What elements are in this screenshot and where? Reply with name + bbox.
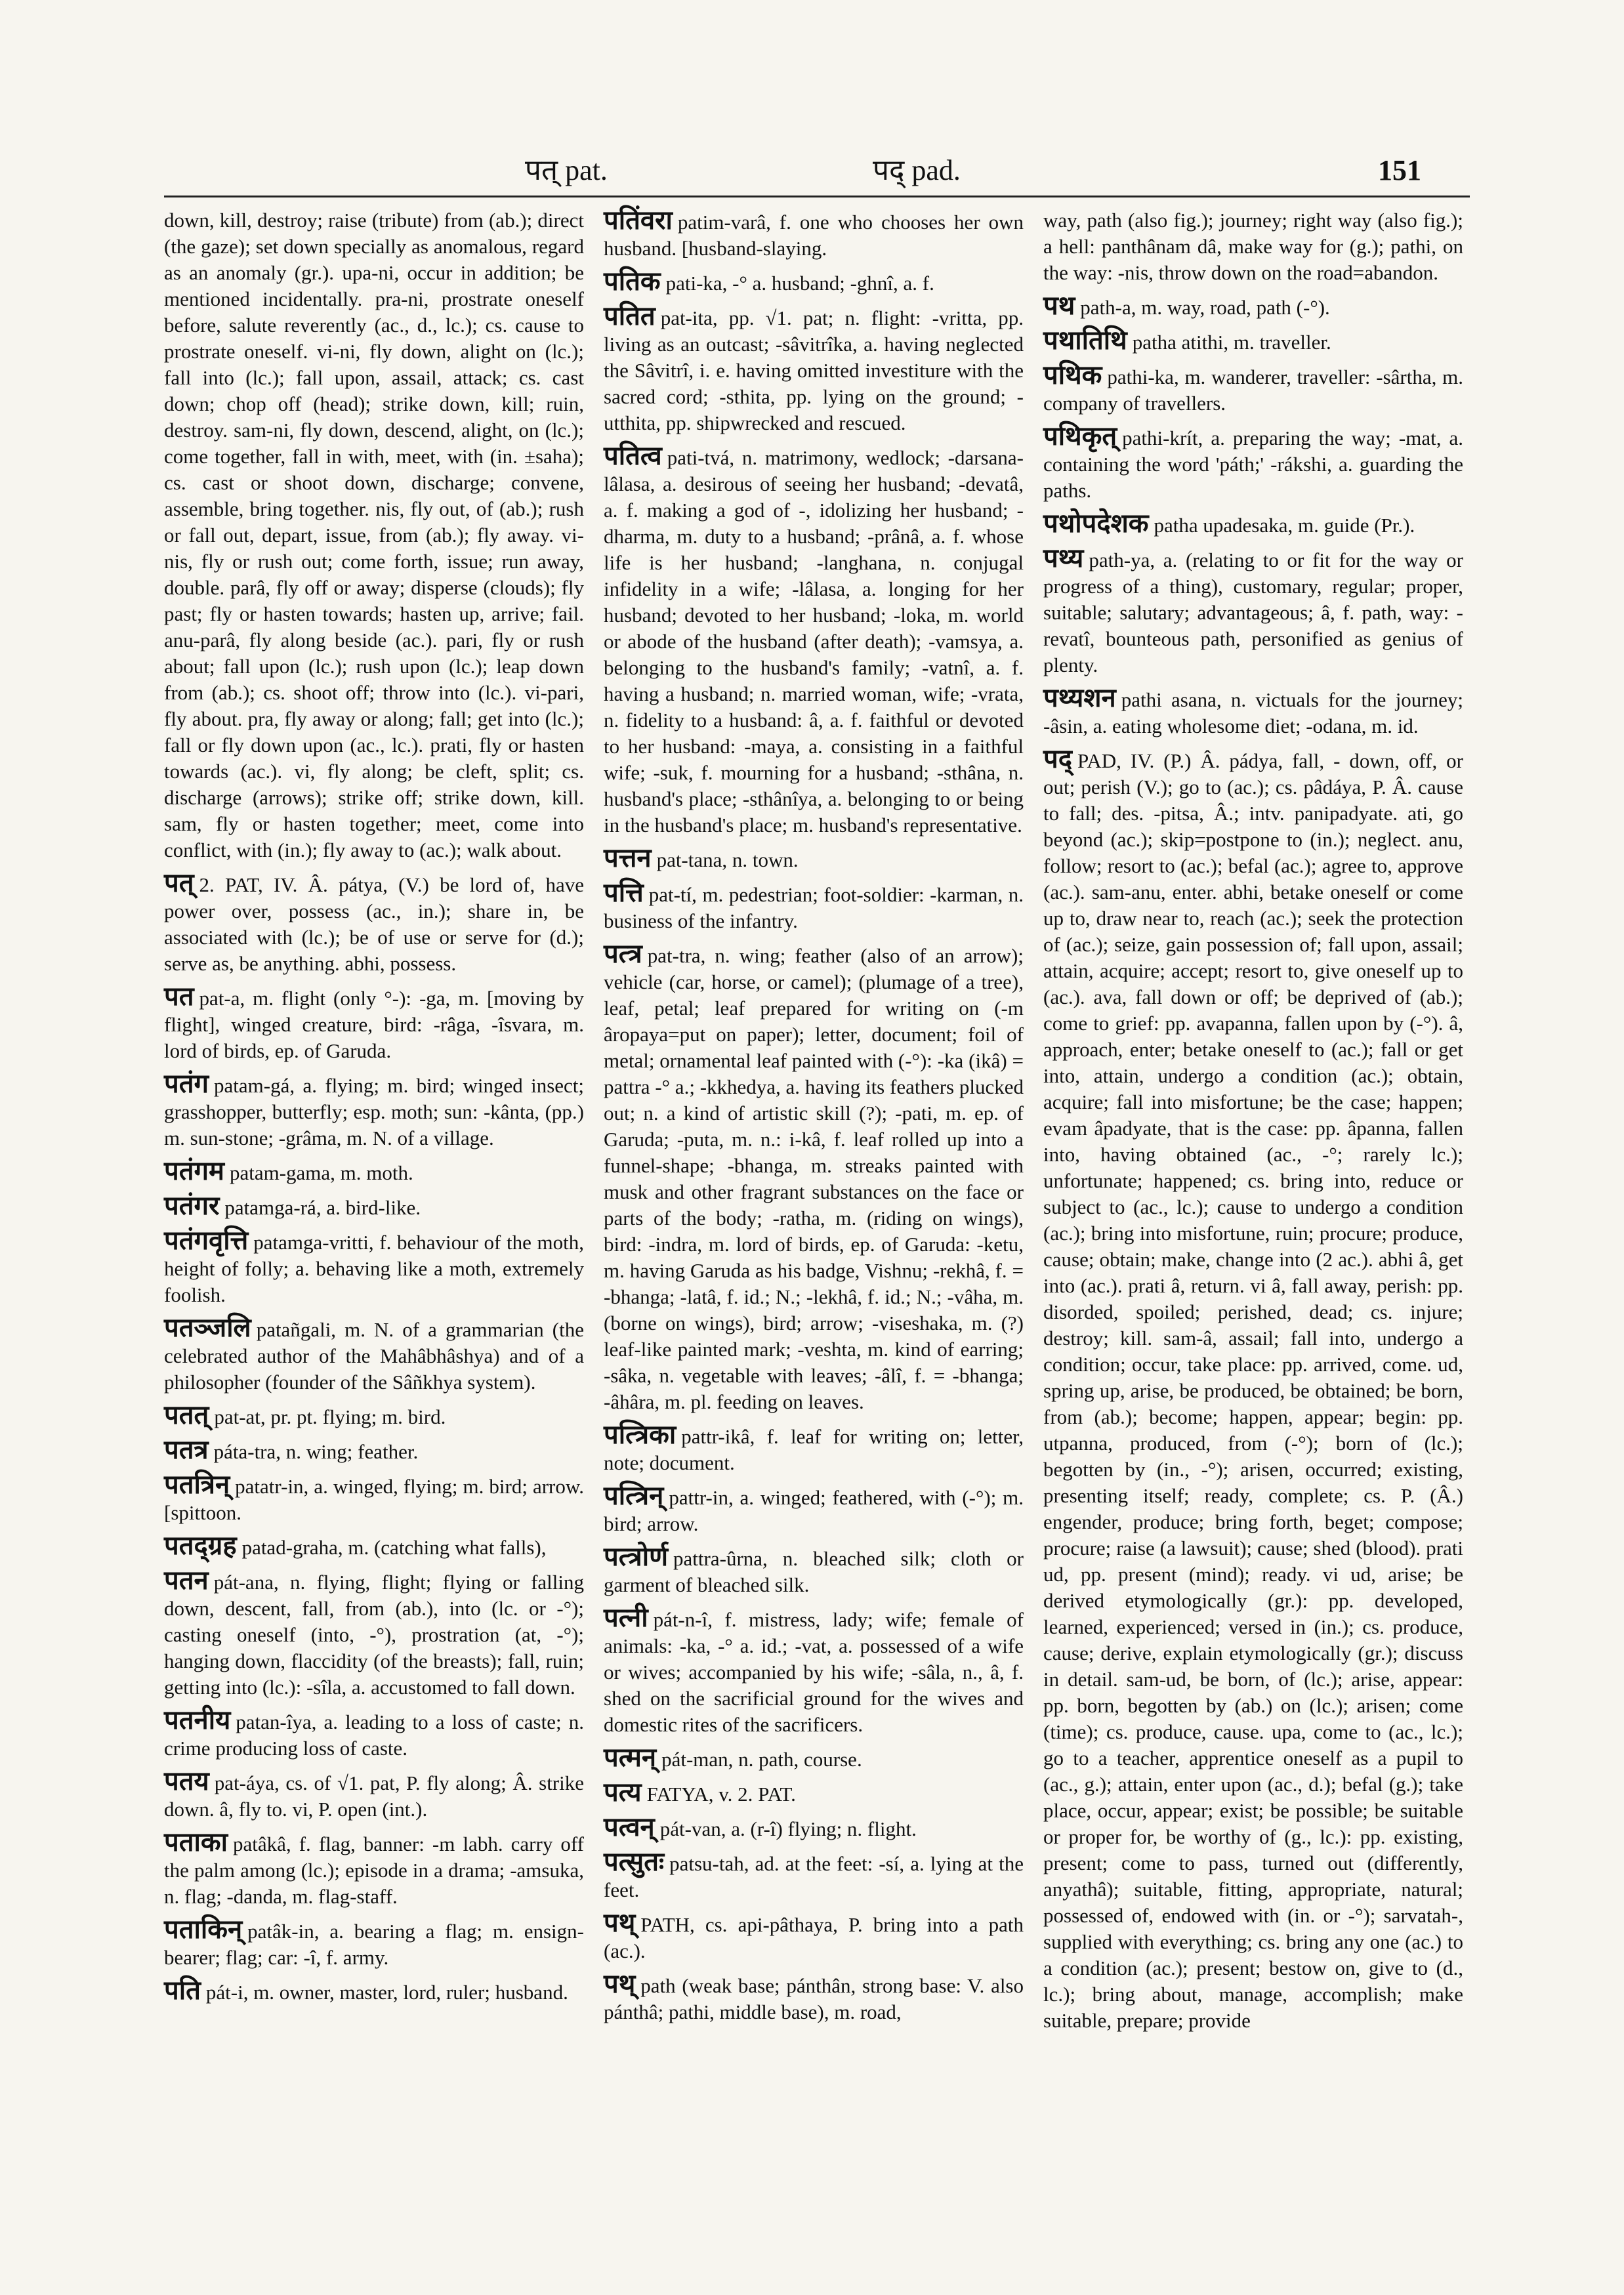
- entry-text: pati-tvá, n. matrimony, wedlock; -darsana-lâlasa, a. desirous of seeing her husband; -devatâ, a. f. making a god of -, idolizing her husband; -dharma, m. duty to a husband; -prânâ, a. f. whose life is her husband; -langhana, n. conjugal infidelity in a wife; -lâlasa, a. longing for her husband; devoted to her husband; -loka, m. world or abode of the husband (after death); -vamsya, a. belonging to the husband's family; -vatnî, a. f. having a husband; n. married woman, wife; -vrata, n. fidelity to a husband: â, a. f. faithful or devoted to her husband: -maya, a. consisting in a faithful wife; -suk, f. mourning for a husband; -sthâna, n. husband's place; -sthânîya, a. belonging to or being in the husband's place; m. husband's representative.: [604, 446, 1024, 837]
- dictionary-entry: [164, 207, 584, 863]
- dictionary-entry: [1043, 423, 1463, 504]
- dictionary-entry: [604, 443, 1024, 838]
- dictionary-entry: [604, 845, 1024, 873]
- dictionary-entry: [1043, 293, 1463, 321]
- entry-text: pattr-ikâ, f. leaf for writing on; letter, note; document.: [604, 1425, 1024, 1474]
- entry-headword: पताकिन्: [164, 1914, 243, 1945]
- dictionary-entry: [604, 268, 1024, 297]
- entry-text: PATH, cs. api-pâthaya, P. bring into a path (ac.).: [604, 1913, 1024, 1962]
- entry-headword: पत्त्रोर्ण: [604, 1542, 669, 1572]
- entry-text: PAD, IV. (P.) Â. pádya, fall, - down, off, or out; perish (V.); go to (ac.); cs. pâdáya, P. Â. cause to fall; des. -pitsa, Â.; intv. panipadyate. ati, go beyond (ac.); skip=postpone to (in.); neglect. anu, follow; resort to (ac.); befal (ac.); agree to, approve (ac.). sam-anu, enter. abhi, betake oneself or come up to, draw near to, reach (ac.); seek the protection of (ac.); seize, gain possession of; fall upon, assail; attain, acquire; accept; resort to, give oneself up to (ac.). ava, fall down or off; be deprived of (ab.); come to grief: pp. avapanna, fallen upon by (-°). â, approach, enter; betake oneself to (ac.); fall or get into, attain, undergo a condition (ac.); obtain, acquire; fall into misfortune; be the case; happen; evam âpadyate, that is the case: pp. âpanna, fallen into, having obtained (ac., -°; rarely lc.); unfortunate; happened; cs. bring into, reduce or subject to (ac., lc.); cause to undergo a condition (ac.); bring into misfortune, ruin; procure; produce, cause; obtain; make, change into (2 ac.). abhi â, get into (ac.). prati â, return. vi â, fall away, perish: pp. disorded, spoiled; perished, dead; cs. injure; destroy; kill. sam-â, assail; fall into, undergo a condition; occur, take place: pp. arrived, come. ud, spring up, arise, be produced, be obtained; be born, from (ab.); become; happen, appear; begin: pp. utpanna, produced, from (-°); born of (lc.); begotten by (in., -°); arisen, occurred; existing, presenting itself; ready, complete; cs. P. (Â.) engender, produce; bring forth, beget; compose; procure; raise (a lawsuit); cause; shed (blood). prati ud, pp. present (mind); ready. vi ud, arise; be derived etymologically (gr.): pp. developed, learned, experienced; versed in (in.); cs. produce, cause; derive, explain etymologically (gr.); discuss in detail. sam-ud, be born, of (lc.); arise, appear: pp. born, begotten by (ab.) on (lc.); arisen; come (time); cs. produce, cause. upa, come to (ac., lc.); go to a teacher, apprentice oneself as a pupil to (ac., g.); attain, enter upon (ac., d.); befal (g.); take place, occur, appear; exist; be possible; be suitable or proper for, be worthy of (g., lc.): pp. existing, present; come to pass, turned out (differently, anyathâ); suitable, fitting, appropriate, natural; possessed of, endowed with (in. or -°); sarvatah-, supplied with everything; cs. bring any one (ac.) to a condition (ac.); present; bestow on, give to (d., lc.); bring about, manage, accomplish; make suitable, prepare; provide: [1043, 749, 1463, 2032]
- entry-text: pát-man, n. path, course.: [661, 1748, 862, 1771]
- entry-headword: पतनीय: [164, 1705, 231, 1735]
- entry-headword: पत्य: [604, 1777, 642, 1808]
- entry-text: path (weak base; pánthân, strong base: V. also pánthâ; pathi, middle base), m. road,: [604, 1974, 1024, 2023]
- dictionary-entry: [164, 870, 584, 977]
- header-rule: [164, 196, 1470, 197]
- dictionary-entry: [164, 1533, 584, 1561]
- dictionary-entry: [604, 1605, 1024, 1738]
- entry-text: pathi asana, n. victuals for the journey; -âsin, a. eating wholesome diet; -odana, m. id.: [1043, 688, 1463, 737]
- entry-headword: पद्: [1043, 744, 1072, 774]
- entry-headword: पत्तन: [604, 843, 652, 873]
- entry-headword: पतंग: [164, 1069, 209, 1099]
- dictionary-entry: [164, 1707, 584, 1762]
- entry-headword: पतिंवरा: [604, 205, 673, 236]
- entry-headword: पत्मन्: [604, 1743, 657, 1773]
- entry-headword: पतंगम: [164, 1156, 224, 1186]
- dictionary-entry: [604, 1544, 1024, 1598]
- entry-text: patam-gama, m. moth.: [229, 1161, 413, 1184]
- entry-headword: पथ: [1043, 291, 1075, 321]
- entry-text: patatr-in, a. winged, flying; m. bird; arrow. [spittoon.: [164, 1475, 584, 1524]
- entry-headword: पतञ्जलि: [164, 1313, 251, 1343]
- entry-text: pat-ita, pp. √1. pat; n. flight: -vritta, pp. living as an outcast; -sâvitrîka, a. having neglected the Sâvitrî, i. e. having omitted investiture with the sacred cord; -sthita, pp. lying on the ground; -utthita, pp. shipwrecked and rescued.: [604, 306, 1024, 434]
- entry-headword: पतद्ग्रह: [164, 1531, 237, 1561]
- entry-headword: पतंगर: [164, 1191, 220, 1221]
- dictionary-entry: [604, 1422, 1024, 1476]
- dictionary-entry: [164, 1829, 584, 1910]
- entry-text: patâk-in, a. bearing a flag; m. ensign-bearer; flag; car: -î, f. army.: [164, 1920, 584, 1969]
- entry-text: way, path (also fig.); journey; right way (also fig.); a hell: panthânam dâ, make way for (g.); pathi, on the way: -nis, throw down on the road=abandon.: [1043, 209, 1463, 284]
- dictionary-entry: [164, 1437, 584, 1465]
- dictionary-entry: [164, 1402, 584, 1430]
- entry-text: pat-tra, n. wing; feather (also of an arrow); vehicle (car, horse, or camel); (plumage of a tree), leaf, petal; leaf prepared for writing on (-m âropaya=put on paper); letter, document; foil of metal; ornamental leaf painted with (-°): -ka (ikâ) = pattra -° a.; -kkhedya, a. having its feathers plucked out; n. a kind of artistic skill (?); -pati, m. ep. of Garuda; -puta, m. n.: i-kâ, f. leaf rolled up into a funnel-shape; -bhanga, m. streaks painted with musk and other fragrant substances on the face or parts of the body; -ratha, m. (riding on wings), bird: -indra, m. lord of birds, ep. of Garuda: -ketu, m. having Garuda as his badge, Vishnu; -rekhâ, f. = -bhanga; -latâ, f. id.; N.; -lekhâ, f. id.; N.; -vâha, m. (borne on wings), bird; arrow; -viseshaka, m. (?) leaf-like painted mark; -veshta, m. kind of earring; -sâka, n. vegetable with leaves; -âlî, f. = -bhanga; -âhâra, m. pl. feeding on leaves.: [604, 944, 1024, 1413]
- entry-text: patim-varâ, f. one who chooses her own husband. [husband-slaying.: [604, 211, 1024, 260]
- column-left: [164, 207, 584, 2012]
- entry-headword: पत्सुतः: [604, 1847, 665, 1877]
- entry-text: pattra-ûrna, n. bleached silk; cloth or garment of bleached silk.: [604, 1547, 1024, 1596]
- dictionary-entry: [1043, 362, 1463, 417]
- dictionary-entry: [604, 1745, 1024, 1773]
- entry-text: pát-n-î, f. mistress, lady; wife; female of animals: -ka, -° a. id.; -vat, a. possessed of a wife or wives; accompanied by his wife; -sâla, n., â, f. shed on the sacrificial ground for the wives and domestic rites of the sacrificers.: [604, 1608, 1024, 1736]
- entry-text: pathi-krít, a. preparing the way; -mat, a. containing the word 'páth;' -rákshi, a. guarding the paths.: [1043, 426, 1463, 502]
- dictionary-entry: [164, 983, 584, 1064]
- dictionary-entry: [164, 1228, 584, 1308]
- dictionary-entry: [164, 1193, 584, 1221]
- dictionary-entry: [604, 1814, 1024, 1842]
- entry-text: páta-tra, n. wing; feather.: [213, 1440, 419, 1463]
- dictionary-entry: [164, 1916, 584, 1971]
- dictionary-entry: [164, 1071, 584, 1151]
- entry-headword: पतिक: [604, 266, 661, 297]
- entry-text: pát-i, m. owner, master, lord, ruler; husband.: [205, 1981, 568, 2004]
- entry-text: patam-gá, a. flying; m. bird; winged insect; grasshopper, butterfly; esp. moth; sun: -kânta, (pp.) m. sun-stone; -grâma, m. N. of a village.: [164, 1074, 584, 1149]
- entry-headword: पथातिथि: [1043, 325, 1127, 356]
- entry-text: patañgali, m. N. of a grammarian (the celebrated author of the Mahâbhâshya) and of a philosopher (founder of the Sâñkhya system).: [164, 1318, 584, 1394]
- entry-headword: पत्नी: [604, 1603, 648, 1633]
- entry-text: patâkâ, f. flag, banner: -m labh. carry off the palm among (lc.); episode in a drama; -amsuka, n. flag; -danda, m. flag-staff.: [164, 1832, 584, 1908]
- dictionary-entry: [1043, 746, 1463, 2034]
- entry-text: patan-îya, a. leading to a loss of caste; n. crime producing loss of caste.: [164, 1710, 584, 1760]
- entry-text: pati-ka, -° a. husband; -ghnî, a. f.: [665, 272, 934, 295]
- dictionary-entry: [604, 1779, 1024, 1808]
- entry-text: down, kill, destroy; raise (tribute) from (ab.); direct (the gaze); set down specially as anomalous, regard as an anomaly (gr.). upa-ni, occur in addition; be mentioned incidentally. pra-ni, prostrate oneself before, salute reverently (ac., d., lc.); cs. cause to prostrate oneself. vi-ni, fly down, alight on (lc.); fall into (lc.); fall upon, assail, attack; cs. cast down; chop off (head); strike down, kill; ruin, destroy. sam-ni, fly down, descend, alight, on (lc.); come together, fall in with, meet, with (in. ±saha); cs. cast or shoot down, discharge; convene, assemble, bring together. nis, fly out, of (ab.); rush or fall out, depart, issue, from (ab.); fly away. vi-nis, fly or rush out; come forth, issue; run away, double. parâ, fly off or away; disperse (clouds); fly past; fly or hasten towards; hasten up, arrive; fail. anu-parâ, fly along beside (ac.). pari, fly or rush about; fall upon (lc.); rush upon (lc.); leap down from (ab.); cs. shoot off; throw into (lc.). vi-pari, fly about. pra, fly away or along; fall; get into (lc.); fall or fly down upon (ac., lc.). prati, fly or hasten towards (ac.). vi, fly along; be cleft, split; cs. discharge (arrows); strike off; strike down, kill. sam, fly or hasten together; meet, come into conflict, with (in.); fly away to (ac.); walk about.: [164, 209, 584, 861]
- entry-headword: पतित: [604, 301, 656, 331]
- entry-text: pat-áya, cs. of √1. pat, P. fly along; Â. strike down. â, fly to. vi, P. open (int.).: [164, 1771, 584, 1821]
- dictionary-entry: [604, 303, 1024, 436]
- entry-headword: पथोपदेशक: [1043, 508, 1149, 539]
- entry-text: path-a, m. way, road, path (-°).: [1080, 296, 1330, 319]
- entry-headword: पत्: [164, 868, 194, 898]
- dictionary-entry: [164, 1472, 584, 1526]
- dictionary-entry: [164, 1158, 584, 1186]
- entry-text: patamga-rá, a. bird-like.: [224, 1196, 421, 1219]
- dictionary-entry: [604, 1971, 1024, 2025]
- entry-text: patad-graha, m. (catching what falls),: [241, 1536, 547, 1559]
- entry-headword: पत्त्रिन्: [604, 1481, 664, 1511]
- entry-headword: पताका: [164, 1827, 228, 1857]
- entry-text: patha atithi, m. traveller.: [1132, 331, 1331, 354]
- dictionary-entry: [164, 1315, 584, 1396]
- running-head-center: पद् pad.: [873, 154, 961, 186]
- dictionary-entry: [604, 1910, 1024, 1964]
- dictionary-entry: [1043, 545, 1463, 678]
- entry-headword: पत्वन्: [604, 1812, 655, 1842]
- dictionary-entry: [1043, 207, 1463, 286]
- dictionary-entry: [1043, 510, 1463, 539]
- entry-headword: पथ्: [604, 1969, 636, 1999]
- entry-headword: पतत्रिन्: [164, 1470, 230, 1500]
- dictionary-entry: [164, 1567, 584, 1701]
- entry-headword: पतंगवृत्ति: [164, 1226, 249, 1256]
- entry-text: patha upadesaka, m. guide (Pr.).: [1154, 514, 1415, 537]
- running-head-left: पत् pat.: [525, 154, 608, 186]
- dictionary-entry: [604, 1483, 1024, 1537]
- entry-headword: पत: [164, 982, 194, 1012]
- entry-headword: पत्त्र: [604, 939, 642, 969]
- entry-headword: पतय: [164, 1766, 209, 1796]
- entry-headword: पति: [164, 1975, 201, 2006]
- entry-headword: पतन: [164, 1565, 209, 1596]
- dictionary-entry: [1043, 327, 1463, 356]
- entry-text: pat-at, pr. pt. flying; m. bird.: [214, 1405, 446, 1428]
- entry-text: pat-tana, n. town.: [656, 848, 799, 871]
- entry-text: pat-a, m. flight (only °-): -ga, m. [moving by flight], winged creature, bird: -râga, -îsvara, m. lord of birds, ep. of Garuda.: [164, 987, 584, 1062]
- entry-text: path-ya, a. (relating to or fit for the way or progress of a thing), customary, regular; proper, suitable; salutary; advantageous; â, f. path, way: -revatî, bounteous path, personified as genius of plenty.: [1043, 548, 1463, 676]
- column-right: [1043, 207, 1463, 2040]
- entry-text: patamga-vritti, f. behaviour of the moth, height of folly; a. behaving like a moth, extremely foolish.: [164, 1231, 584, 1306]
- entry-text: pathi-ka, m. wanderer, traveller: -sârtha, m. company of travellers.: [1043, 365, 1463, 415]
- entry-headword: पथिकृत्: [1043, 421, 1117, 451]
- dictionary-entry: [1043, 685, 1463, 739]
- entry-headword: पथ्: [604, 1908, 636, 1938]
- entry-text: pattr-in, a. winged; feathered, with (-°); m. bird; arrow.: [604, 1486, 1024, 1535]
- entry-text: FATYA, v. 2. PAT.: [646, 1783, 796, 1806]
- entry-headword: पतत्: [164, 1400, 209, 1430]
- entry-text: 2. PAT, IV. Â. pátya, (V.) be lord of, have power over, possess (ac., in.); share in, be associated with (lc.); be of use or serve for (d.); serve as, be anything. abhi, possess.: [164, 873, 584, 975]
- dictionary-entry: [604, 880, 1024, 934]
- dictionary-entry: [604, 941, 1024, 1415]
- entry-headword: पतित्व: [604, 441, 662, 471]
- entry-headword: पथ्यशन: [1043, 683, 1116, 713]
- column-middle: [604, 207, 1024, 2032]
- page-number: 151: [1378, 154, 1421, 186]
- dictionary-entry: [604, 207, 1024, 262]
- entry-headword: पत्ति: [604, 878, 644, 908]
- entry-headword: पथ्य: [1043, 543, 1084, 573]
- entry-headword: पथिक: [1043, 360, 1102, 390]
- page-header: [0, 0, 1624, 197]
- entry-text: patsu-tah, ad. at the feet: -sí, a. lying at the feet.: [604, 1852, 1024, 1901]
- entry-text: pat-tí, m. pedestrian; foot-soldier: -karman, n. business of the infantry.: [604, 883, 1024, 932]
- dictionary-entry: [164, 1977, 584, 2006]
- dictionary-entry: [164, 1768, 584, 1823]
- dictionary-entry: [604, 1849, 1024, 1903]
- entry-headword: पतत्र: [164, 1435, 209, 1465]
- entry-text: pát-ana, n. flying, flight; flying or falling down, descent, fall, from (ab.), into (lc. or -°); casting oneself (into, -°), prostration (at, -°); hanging down, flaccidity (of the breasts); fall, ruin; getting into (lc.): -sîla, a. accustomed to fall down.: [164, 1571, 584, 1699]
- entry-text: pát-van, a. (r-î) flying; n. flight.: [659, 1817, 917, 1840]
- entry-headword: पत्त्रिका: [604, 1420, 677, 1450]
